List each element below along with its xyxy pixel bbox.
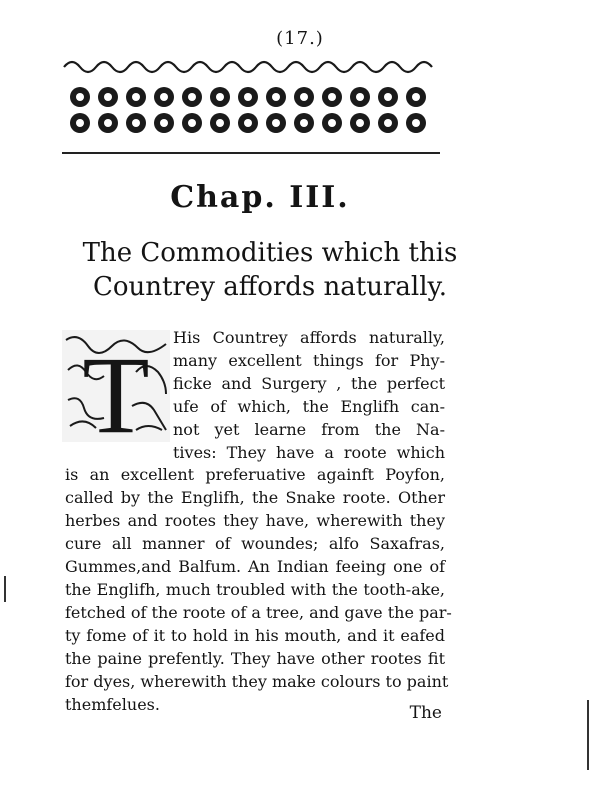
text-line: themfelues. <box>65 695 160 714</box>
text-line: ty fome of it to hold in his mouth, and it eafed <box>65 626 445 645</box>
text-line: ficke and Surgery , the perfect <box>173 374 445 393</box>
text-line: the Englifh, much troubled with the tooth-ake, <box>65 580 445 599</box>
text-line: for dyes, wherewith they make colours to paint <box>65 672 449 691</box>
catchword: The <box>409 703 442 723</box>
drop-cap-letter: T <box>82 334 150 442</box>
text-line: ufe of which, the Englifh can- <box>173 397 445 416</box>
text-line: herbes and rootes they have, wherewith they <box>65 511 445 530</box>
text-line: Gummes,and Balfum. An Indian feeing one of <box>65 557 445 576</box>
page-number: (17.) <box>276 28 324 49</box>
text-line: tives: They have a roote which <box>173 443 445 462</box>
text-line: not yet learne from the Na- <box>173 420 445 439</box>
text-line: His Countrey affords naturally, <box>173 328 445 347</box>
chapter-heading: Chap. III. <box>170 180 350 215</box>
margin-mark <box>4 576 6 602</box>
title-line-1: The Commodities which this <box>82 238 458 268</box>
text-line: called by the Englifh, the Snake roote. Other <box>65 488 445 507</box>
title-line-2: Countrey affords naturally. <box>92 272 448 302</box>
text-line: is an excellent preferuative againft Poyfon, <box>65 465 445 484</box>
text-line: the paine prefently. They have other rootes fit <box>65 649 445 668</box>
text-line: cure all manner of woundes; alfo Saxafras, <box>65 534 445 553</box>
text-line: many excellent things for Phy- <box>173 351 445 370</box>
margin-mark <box>587 700 589 770</box>
text-line: fetched of the roote of a tree, and gave the par- <box>65 603 452 622</box>
